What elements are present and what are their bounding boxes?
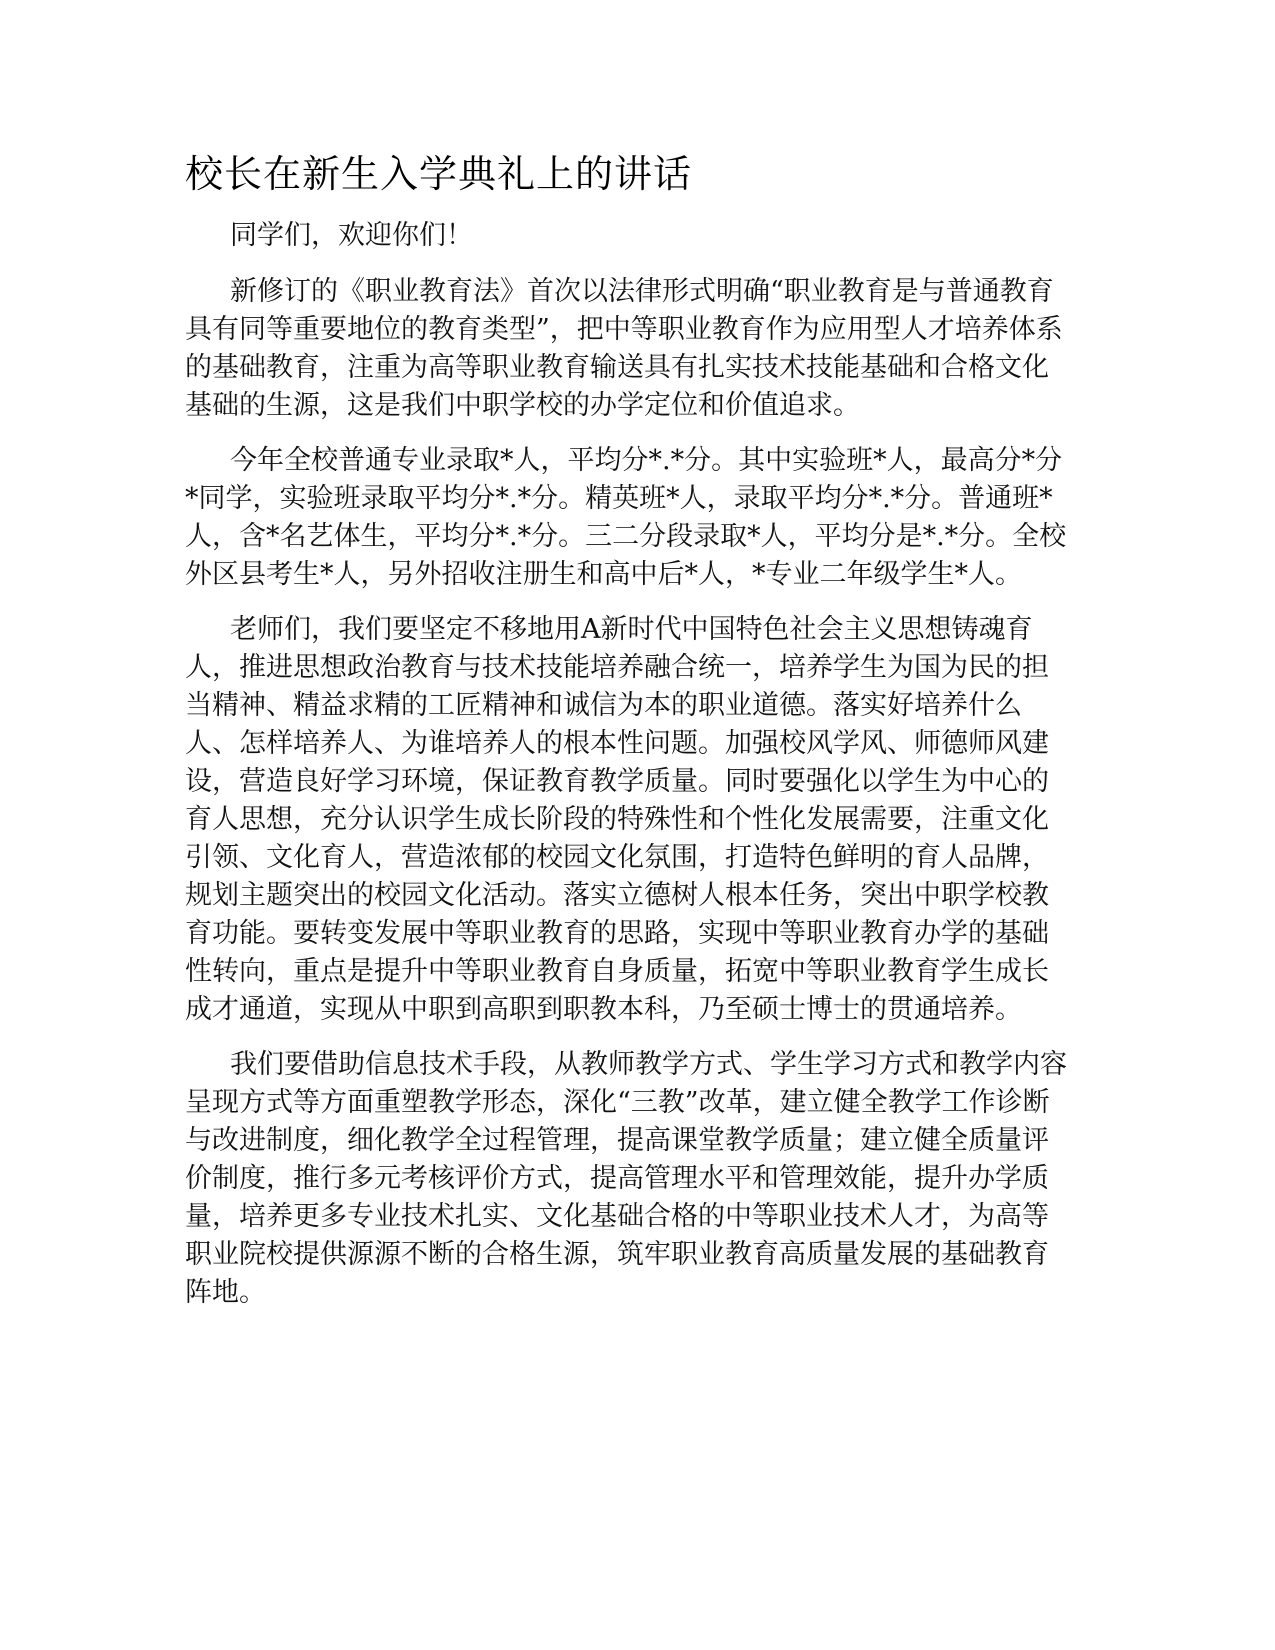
paragraph-teaching-reform: 我们要借助信息技术手段，从教师教学方式、学生学习方式和教学内容呈现方式等方面重塑教学形态，深化“三教”改革，建立健全教学工作诊断与改进制度，细化教学全过程管理，提高课堂教学质量；建立健全质量评价制度，推行多元考核评价方式，提高管理水平和管理效能，提升办学质量，培养更多专业技术扎实、文化基础合格的中等职业技术人才，为高等职业院校提供源源不断的合格生源，筑牢职业教育高质量发展的基础教育阵地。	[185, 1049, 1067, 1308]
document-body	[185, 150, 1075, 1312]
paragraph-greeting: 同学们，欢迎你们！	[230, 220, 473, 251]
paragraph-teachers: 老师们，我们要坚定不移地用A新时代中国特色社会主义思想铸魂育人，推进思想政治教育与技术技能培养融合统一，培养学生为国为民的担当精神、精益求精的工匠精神和诚信为本的职业道德。落实好培养什么人、怎样培养人、为谁培养人的根本性问题。加强校风学风、师德师风建设，营造良好学习环境，保证教育教学质量。同时要强化以学生为中心的育人思想，充分认识学生成长阶段的特殊性和个性化发展需要，注重文化引领、文化育人，营造浓郁的校园文化氛围，打造特色鲜明的育人品牌，规划主题突出的校园文化活动。落实立德树人根本任务，突出中职学校教育功能。要转变发展中等职业教育的思路，实现中等职业教育办学的基础性转向，重点是提升中等职业教育自身质量，拓宽中等职业教育学生成长成才通道，实现从中职到高职到职教本科，乃至硕士博士的贯通培养。	[185, 614, 1049, 1025]
paragraph-enrollment-stats: 今年全校普通专业录取*人，平均分*.*分。其中实验班*人，最高分*分*同学，实验班录取平均分*.*分。精英班*人，录取平均分*.*分。普通班*人，含*名艺体生，平均分*.*分。三二分段录取*人，平均分是*.*分。全校外区县考生*人，另外招收注册生和高中后*人，*专业二年级学生*人。	[185, 445, 1067, 590]
document-title: 校长在新生入学典礼上的讲话	[185, 152, 693, 196]
paragraph-education-law: 新修订的《职业教育法》首次以法律形式明确“职业教育是与普通教育具有同等重要地位的教育类型”，把中等职业教育作为应用型人才培养体系的基础教育，注重为高等职业教育输送具有扎实技术技能基础和合格文化基础的生源，这是我们中职学校的办学定位和价值追求。	[185, 276, 1063, 421]
